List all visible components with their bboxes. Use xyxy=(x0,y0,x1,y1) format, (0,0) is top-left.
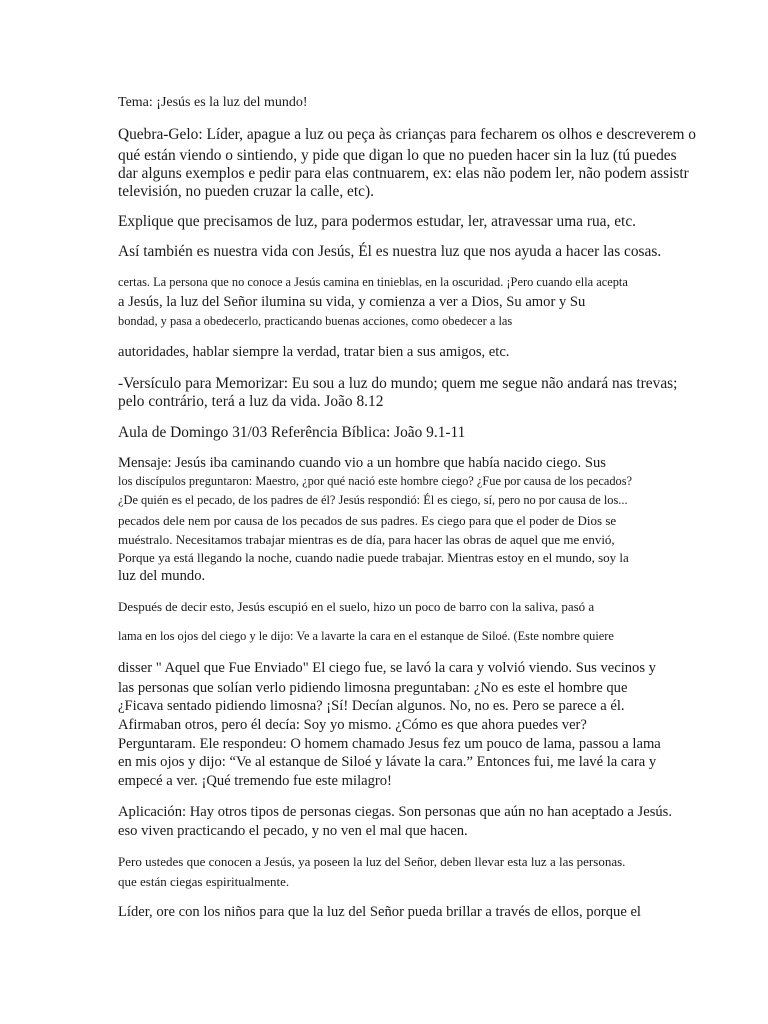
message-line: ¿De quién es el pecado, de los padres de él? Jesús respondió: Él es ciego, sí, pero no por causa de los... xyxy=(118,493,628,507)
application-line: que están ciegas espiritualmente. xyxy=(118,874,290,889)
paragraph-line: a Jesús, la luz del Señor ilumina su vida, y comienza a ver a Dios, Su amor y Su xyxy=(118,294,586,310)
explanation-line: Explique que precisamos de luz, para podermos estudar, ler, atravessar uma rua, etc. xyxy=(118,213,636,230)
message-line: los discípulos preguntaron: Maestro, ¿por qué nació este hombre ciego? ¿Fue por causa de los pecados? xyxy=(118,474,633,488)
application-line: Pero ustedes que conocen a Jesús, ya poseen la luz del Señor, deben llevar esta luz a las personas. xyxy=(118,854,626,869)
story-line: lama en los ojos del ciego y le dijo: Ve a lavarte la cara en el estanque de Siloé. (Este nombre quiere xyxy=(118,629,614,643)
story-line: las personas que solían verlo pidiendo limosna preguntaban: ¿No es este el hombre que xyxy=(118,680,628,696)
memory-verse-line-1: -Versículo para Memorizar: Eu sou a luz do mundo; quem me segue não andará nas trevas; xyxy=(118,375,678,392)
story-line: Después de decir esto, Jesús escupió en el suelo, hizo un poco de barro con la saliva, pasó a xyxy=(118,599,595,614)
memory-verse-line-2: pelo contrário, terá a luz da vida. João 8.12 xyxy=(118,393,384,410)
message-line: Mensaje: Jesús iba caminando cuando vio a un hombre que había nacido ciego. Sus xyxy=(118,455,606,471)
application-line: Aplicación: Hay otros tipos de personas ciegas. Son personas que aún no han aceptado a Jesús. xyxy=(118,804,673,820)
icebreaker-line-4: televisión, no pueden cruzar la calle, etc). xyxy=(118,183,374,200)
paragraph-line: bondad, y pasa a obedecerlo, practicando buenas acciones, como obedecer a las xyxy=(118,314,513,328)
story-line: Perguntaram. Ele respondeu: O homem chamado Jesus fez um pouco de lama, passou a lama xyxy=(118,736,661,752)
icebreaker-line-2: qué están viendo o sintiendo, y pide que digan lo que no pueden hacer sin la luz (tú puedes xyxy=(118,147,677,164)
closing-prayer-line: Líder, ore con los niños para que la luz del Señor pueda brillar a través de ellos, porque el xyxy=(118,904,641,920)
message-line: muéstralo. Necesitamos trabajar mientras es de día, para hacer las obras de aquel que me envió, xyxy=(118,532,615,547)
icebreaker-line-3: dar alguns exemplos e pedir para elas contnuarem, ex: elas não podem ler, não podem assistr xyxy=(118,165,689,182)
message-line: Porque ya está llegando la noche, cuando nadie puede trabajar. Mientras estoy en el mundo, soy la xyxy=(118,550,629,565)
story-line: empecé a ver. ¡Qué tremendo fue este milagro! xyxy=(118,773,392,789)
lesson-title: Tema: ¡Jesús es la luz del mundo! xyxy=(118,95,308,110)
paragraph-line: certas. La persona que no conoce a Jesús camina en tinieblas, en la oscuridad. ¡Pero cuando ella acepta xyxy=(118,275,628,289)
life-with-jesus-line: Así también es nuestra vida con Jesús, Él es nuestra luz que nos ayuda a hacer las cosas. xyxy=(118,243,662,260)
icebreaker-line-1: Quebra-Gelo: Líder, apague a luz ou peça às crianças para fecharem os olhos e descreverem o xyxy=(118,126,696,143)
story-line: ¿Ficava sentado pidiendo limosna? ¡Sí! Decían algunos. No, no es. Pero se parece a él. xyxy=(118,698,625,714)
paragraph-line: autoridades, hablar siempre la verdad, tratar bien a sus amigos, etc. xyxy=(118,344,510,360)
story-line: disser " Aquel que Fue Enviado" El ciego fue, se lavó la cara y volvió viendo. Sus vecinos y xyxy=(118,660,656,676)
lesson-reference: Aula de Domingo 31/03 Referência Bíblica: João 9.1-11 xyxy=(118,424,466,441)
story-line: en mis ojos y dijo: “Ve al estanque de Siloé y lávate la cara.” Entonces fui, me lavé la cara y xyxy=(118,754,657,770)
message-line: luz del mundo. xyxy=(118,568,206,584)
message-line: pecados dele nem por causa de los pecados de sus padres. Es ciego para que el poder de Dios se xyxy=(118,513,617,528)
story-line: Afirmaban otros, pero él decía: Soy yo mismo. ¿Cómo es que ahora puedes ver? xyxy=(118,717,587,733)
application-line: eso viven practicando el pecado, y no ven el mal que hacen. xyxy=(118,823,468,839)
